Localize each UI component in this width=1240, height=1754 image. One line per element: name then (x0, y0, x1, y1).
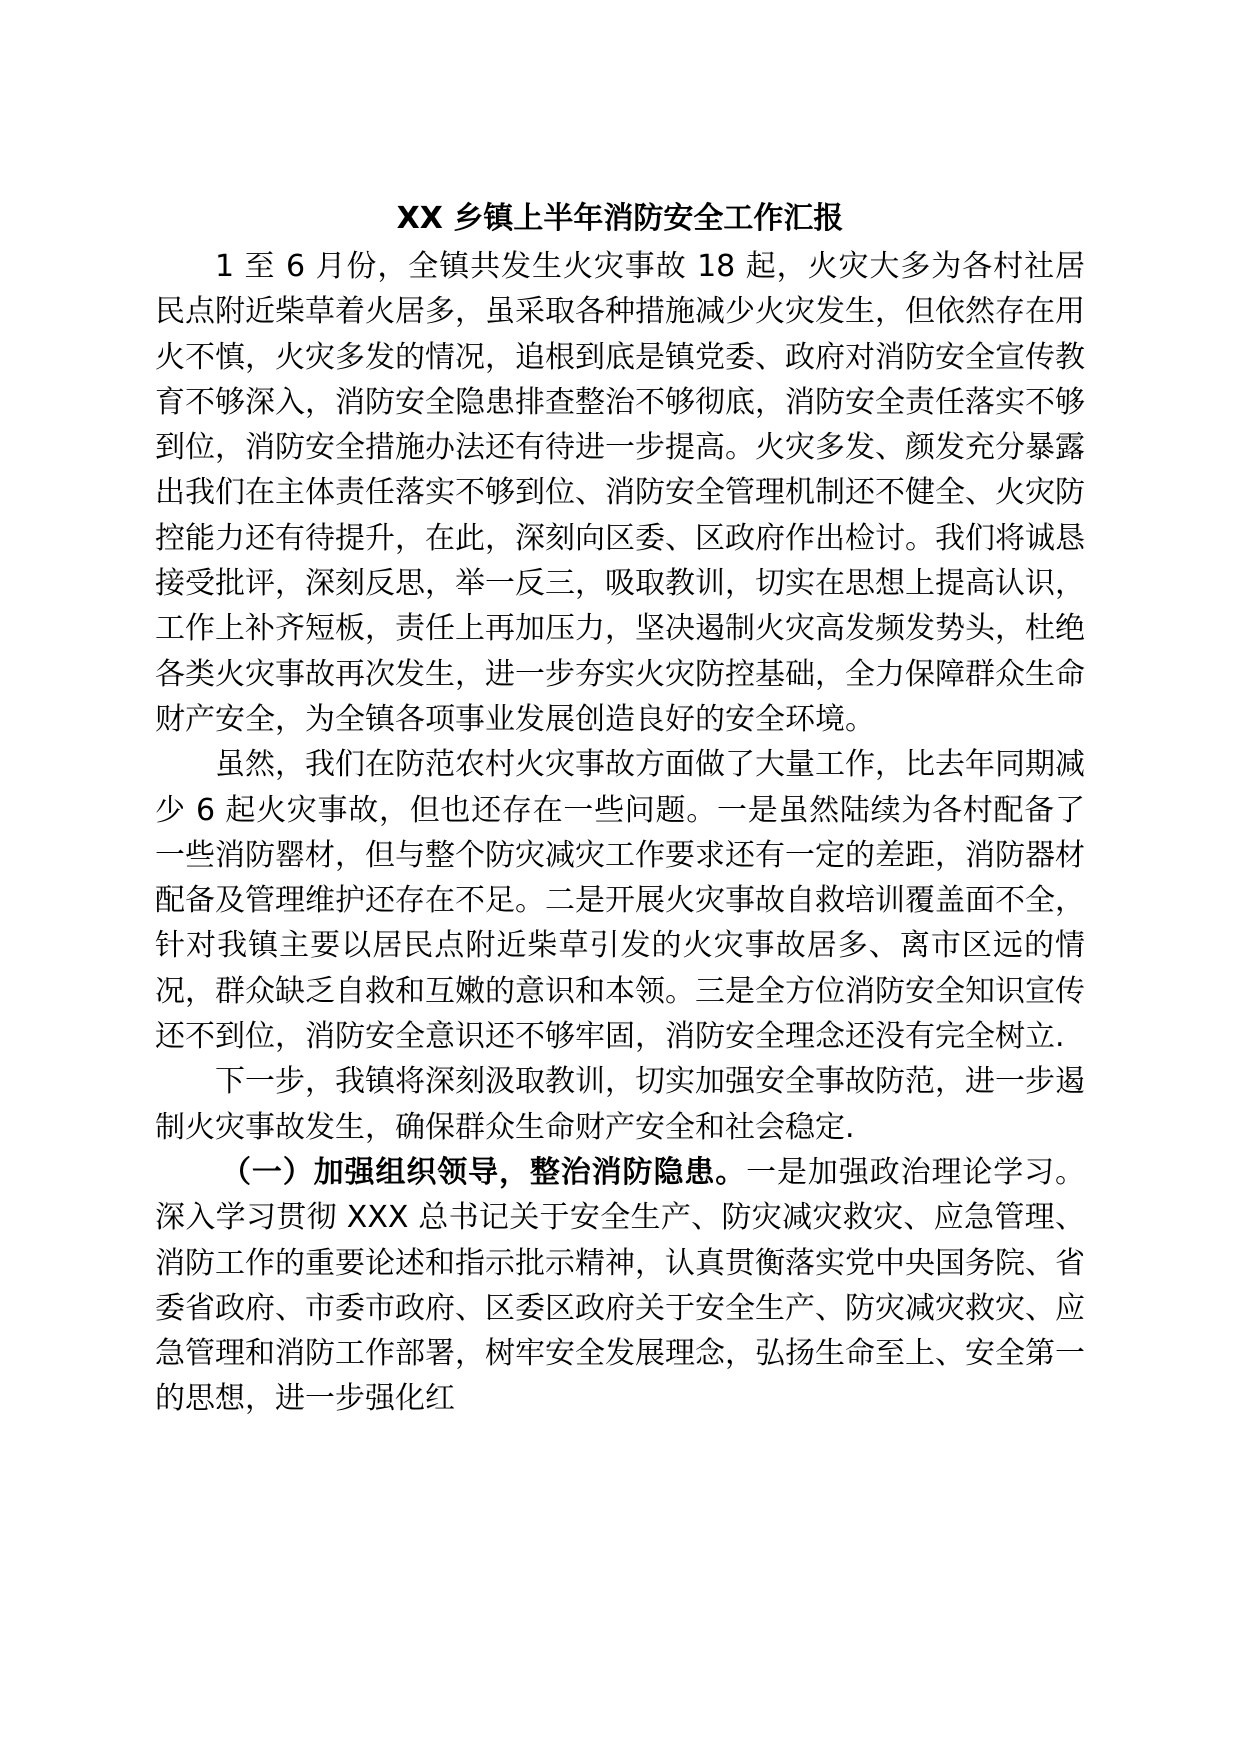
section-one-body: 一是加强政治理论学习。深入学习贯彻 XXX 总书记关于安全生产、防灾减灾救灾、应急管理、消防工作的重要论述和指示批示精神，认真贯衡落实党中央国务院、省委省政府、市委市政府、区委区政府关于安全生产、防灾减灾救灾、应急管理和消防工作部署，树牢安全发展理念，弘扬生命至上、安全第一的思想，进一步强化红 (155, 1154, 1086, 1417)
document-body (155, 244, 1085, 1422)
section-one-heading: （一）加强组织领导，整治消防隐患。 (221, 1154, 747, 1190)
section-one-paragraph (155, 1150, 1085, 1422)
paragraph-next-steps: 下一步，我镇将深刻汲取教训，切实加强安全事故防范，进一步遏制火灾事故发生，确保群众生命财产安全和社会稳定. (155, 1064, 1085, 1145)
paragraph-existing-problems: 虽然，我们在防范农村火灾事故方面做了大量工作，比去年同期减少 6 起火灾事故，但也还存在一些问题。一是虽然陆续为各村配备了一些消防罂材，但与整个防灾减灾工作要求还有一定的差距，消防器材配备及管理维护还存在不足。二是开展火灾事故自救培训覆盖面不全，针对我镇主要以居民点附近柴草引发的火灾事故居多、离市区远的情况，群众缺乏自救和互嫩的意识和本领。三是全方位消防安全知识宣传还不到位，消防安全意识还不够牢固，消防安全理念还没有完全树立. (155, 747, 1085, 1055)
paragraph-fire-incidents: 1 至 6 月份，全镇共发生火灾事故 18 起，火灾大多为各村社居民点附近柴草着火居多，虽采取各种措施减少火灾发生，但依然存在用火不慎，火灾多发的情况，追根到底是镇党委、政府对消防安全宣传教育不够深入，消防安全隐患排查整治不够彻底，消防安全责任落实不够到位，消防安全措施办法还有待进一步提高。火灾多发、颜发充分暴露出我们在主体责任落实不够到位、消防安全管理机制还不健全、火灾防控能力还有待提升，在此，深刻向区委、区政府作出检讨。我们将诚恳接受批评，深刻反思，举一反三，吸取教训，切实在思想上提高认识，工作上补齐短板，责任上再加压力，坚决遏制火灾高发频发势头，杜绝各类火灾事故再次发生，进一步夯实火灾防控基础，全力保障群众生命财产安全，为全镇各项事业发展创造良好的安全环境。 (155, 249, 1085, 737)
document-title: XX 乡镇上半年消防安全工作汇报 (396, 201, 844, 236)
